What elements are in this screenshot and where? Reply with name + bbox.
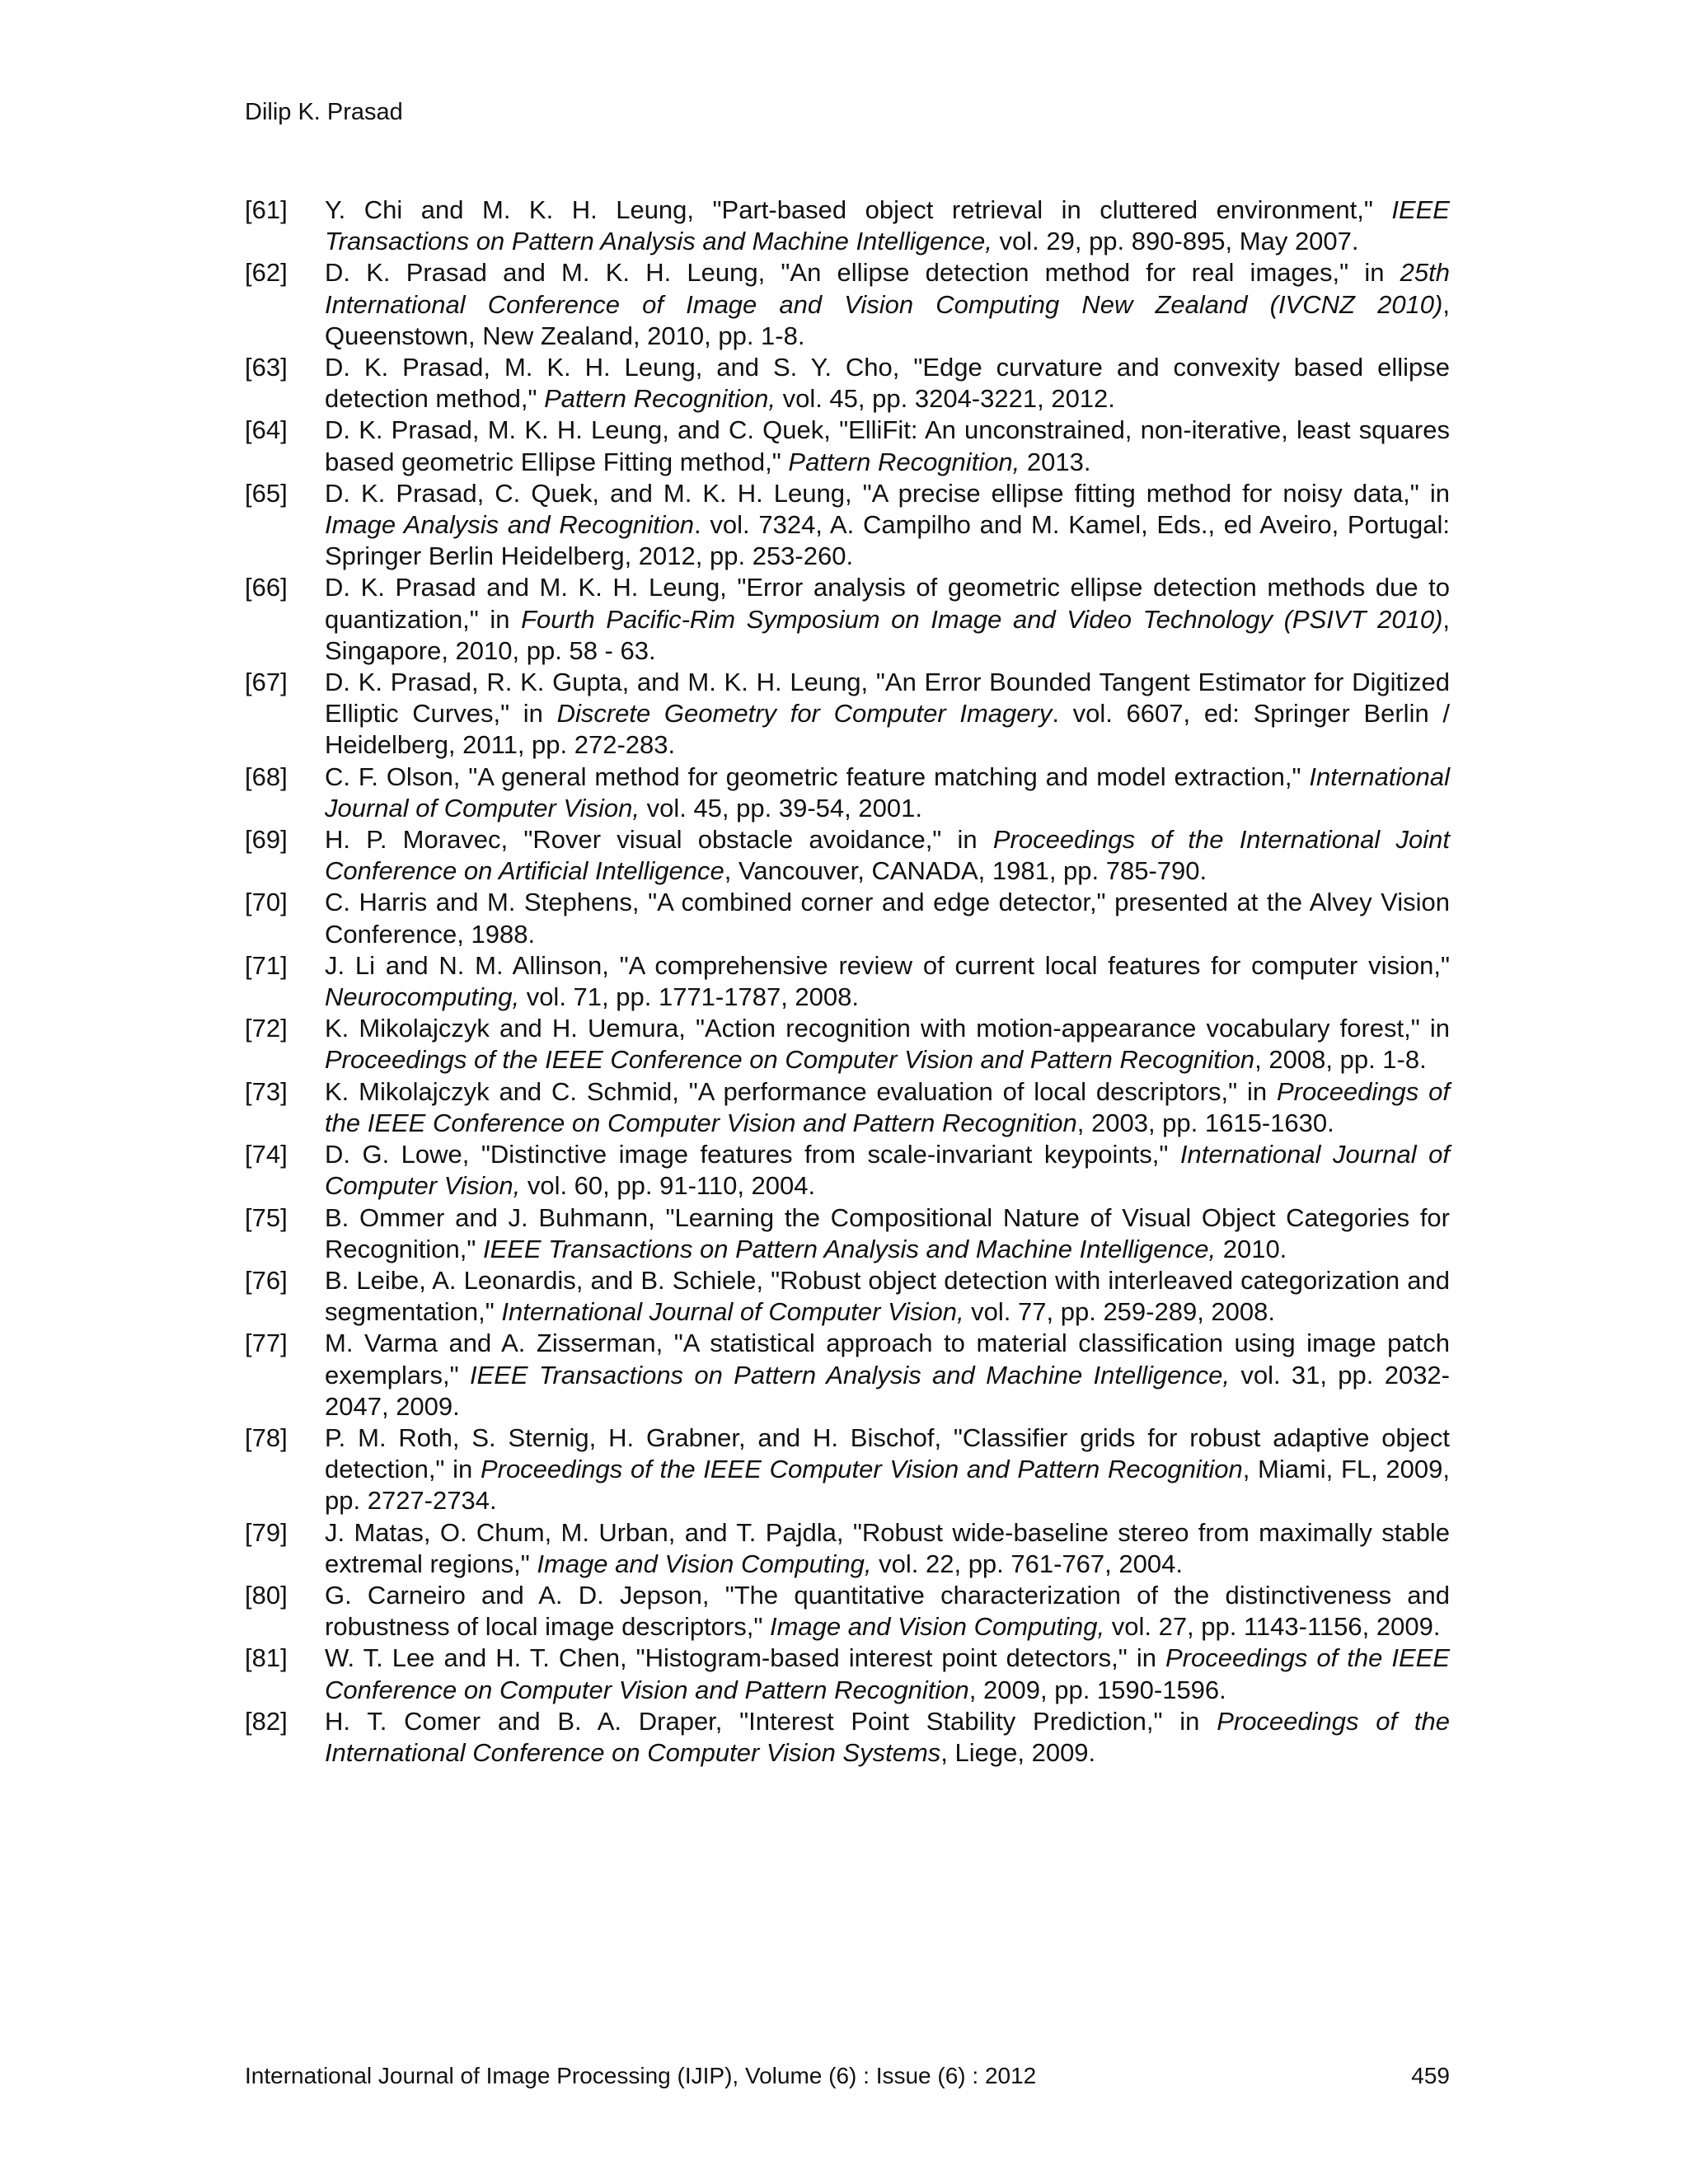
reference-entry — [245, 572, 1450, 667]
reference-text-run: vol. 60, pp. 91-110, 2004. — [520, 1171, 816, 1201]
reference-source-title: Discrete Geometry for Computer Imagery — [556, 699, 1053, 729]
reference-text — [325, 352, 1450, 415]
reference-text-run: vol. 71, pp. 1771-1787, 2008. — [519, 982, 860, 1012]
reference-text — [325, 572, 1450, 667]
reference-text — [325, 1139, 1450, 1202]
reference-text-run: J. Li and N. M. Allinson, "A comprehensive review of current local features for computer vision," — [325, 950, 1450, 980]
reference-entry — [245, 478, 1450, 573]
reference-text-run: vol. 45, pp. 39-54, 2001. — [639, 793, 922, 823]
reference-number: [70] — [245, 888, 288, 917]
reference-text-run: D. K. Prasad, M. K. H. Leung, and S. Y. Cho, "Edge curvature and convexity based ellipse detection method," — [325, 353, 1450, 414]
reference-text — [325, 1265, 1450, 1328]
reference-text — [325, 257, 1450, 352]
reference-text — [325, 824, 1450, 887]
reference-number: [66] — [245, 573, 288, 602]
reference-text-run: vol. 77, pp. 259-289, 2008. — [964, 1297, 1276, 1327]
reference-number: [64] — [245, 415, 288, 445]
reference-number: [75] — [245, 1202, 288, 1232]
reference-text-run: K. Mikolajczyk and H. Uemura, "Action recognition with motion-appearance vocabulary forest," in — [325, 1014, 1450, 1043]
reference-text — [325, 1580, 1450, 1643]
reference-entry — [245, 1706, 1450, 1769]
reference-text-run: B. Leibe, A. Leonardis, and B. Schiele, "Robust object detection with interleaved categorization and segmentation," — [325, 1265, 1450, 1327]
footer-journal-citation: International Journal of Image Processing (IJIP), Volume (6) : Issue (6) : 2012 — [245, 2063, 1037, 2088]
reference-text — [325, 194, 1450, 257]
reference-number: [73] — [245, 1076, 288, 1106]
reference-text-run: D. K. Prasad and M. K. H. Leung, "An ellipse detection method for real images," in — [325, 258, 1400, 288]
reference-text-run: , 2008, pp. 1-8. — [1254, 1045, 1427, 1075]
reference-text-run: vol. 22, pp. 761-767, 2004. — [871, 1549, 1183, 1578]
reference-text-run: M. Varma and A. Zisserman, "A statistical approach to material classification using image patch exemplars," — [325, 1329, 1450, 1390]
reference-entry — [245, 1422, 1450, 1517]
reference-text-run: J. Matas, O. Chum, M. Urban, and T. Pajdla, "Robust wide-baseline stereo from maximally stable extremal regions," — [325, 1517, 1450, 1578]
reference-text-run: P. M. Roth, S. Sternig, H. Grabner, and H. Bischof, "Classifier grids for robust adaptive object detection," in — [325, 1422, 1450, 1484]
reference-entry — [245, 1643, 1450, 1705]
reference-text-run: , Singapore, 2010, pp. 58 - 63. — [325, 604, 1451, 665]
reference-entry — [245, 1139, 1450, 1202]
reference-number: [71] — [245, 950, 288, 980]
reference-entry — [245, 257, 1450, 352]
reference-entry — [245, 762, 1450, 824]
reference-text — [325, 1202, 1450, 1265]
reference-text-run: , 2003, pp. 1615-1630. — [1076, 1108, 1334, 1137]
reference-text-run: B. Ommer and J. Buhmann, "Learning the Compositional Nature of Visual Object Categories for Recognition," — [325, 1202, 1450, 1263]
reference-text-run: , 2009, pp. 1590-1596. — [968, 1675, 1226, 1704]
reference-source-title: International Journal of Computer Vision, — [325, 762, 1450, 823]
reference-entry — [245, 1202, 1450, 1265]
reference-text-run: , Vancouver, CANADA, 1981, pp. 785-790. — [724, 856, 1207, 886]
reference-entry — [245, 1076, 1450, 1139]
reference-text-run: vol. 31, pp. 2032-2047, 2009. — [325, 1360, 1450, 1421]
reference-number: [72] — [245, 1014, 288, 1043]
reference-text — [325, 887, 1450, 949]
reference-text-run: C. F. Olson, "A general method for geometric feature matching and model extraction," — [325, 762, 1310, 791]
reference-text-run: K. Mikolajczyk and C. Schmid, "A performance evaluation of local descriptors," in — [325, 1076, 1277, 1106]
reference-text-run: vol. 45, pp. 3204-3221, 2012. — [775, 384, 1115, 414]
reference-text — [325, 1076, 1450, 1139]
reference-entry — [245, 194, 1450, 257]
reference-text — [325, 667, 1450, 762]
reference-entry — [245, 1517, 1450, 1580]
reference-text-run: D. K. Prasad, M. K. H. Leung, and C. Quek, "ElliFit: An unconstrained, non-iterative, least squares based geometric Ellipse Fitting method," — [325, 415, 1450, 476]
reference-text-run: , Queenstown, New Zealand, 2010, pp. 1-8. — [325, 289, 1450, 350]
reference-number: [67] — [245, 668, 288, 697]
reference-source-title: Image Analysis and Recognition — [325, 510, 695, 540]
reference-text-run: vol. 27, pp. 1143-1156, 2009. — [1104, 1612, 1441, 1642]
reference-source-title: Proceedings of the International Conference on Computer Vision Systems — [325, 1706, 1450, 1767]
reference-entry — [245, 950, 1450, 1013]
reference-text — [325, 762, 1450, 824]
reference-number: [82] — [245, 1706, 288, 1736]
reference-text-run: . vol. 7324, A. Campilho and M. Kamel, Eds., ed Aveiro, Portugal: Springer Berlin Heidelberg, 2012, pp. 253-260. — [325, 510, 1450, 571]
reference-text-run: H. T. Comer and B. A. Draper, "Interest Point Stability Prediction," in — [325, 1706, 1217, 1736]
reference-text — [325, 478, 1450, 573]
reference-text-run: . vol. 6607, ed: Springer Berlin / Heidelberg, 2011, pp. 272-283. — [325, 699, 1450, 760]
reference-text-run: D. K. Prasad, C. Quek, and M. K. H. Leung, "A precise ellipse fitting method for noisy data," in — [325, 478, 1450, 508]
reference-entry — [245, 415, 1450, 477]
reference-text — [325, 1422, 1450, 1517]
reference-source-title: Image and Vision Computing, — [769, 1612, 1105, 1642]
reference-number: [69] — [245, 825, 288, 855]
reference-text-run: Y. Chi and M. K. H. Leung, "Part-based object retrieval in cluttered environment," — [325, 195, 1392, 224]
reference-text — [325, 950, 1450, 1013]
reference-text — [325, 1013, 1450, 1076]
reference-source-title: IEEE Transactions on Pattern Analysis and Machine Intelligence, — [469, 1360, 1231, 1390]
reference-source-title: Proceedings of the IEEE Conference on Computer Vision and Pattern Recognition — [325, 1045, 1255, 1075]
reference-text-run: D. G. Lowe, "Distinctive image features from scale-invariant keypoints," — [325, 1140, 1180, 1169]
reference-number: [76] — [245, 1265, 288, 1295]
reference-source-title: 25th International Conference of Image and Vision Computing New Zealand (IVCNZ 2010) — [325, 258, 1450, 319]
reference-text-run: 2013. — [1020, 447, 1091, 476]
reference-source-title: International Journal of Computer Vision, — [501, 1297, 964, 1327]
reference-source-title: Proceedings of the IEEE Conference on Computer Vision and Pattern Recognition — [325, 1643, 1450, 1704]
reference-entry — [245, 667, 1450, 762]
reference-text-run: vol. 29, pp. 890-895, May 2007. — [992, 227, 1359, 256]
reference-source-title: Proceedings of the International Joint Conference on Artificial Intelligence — [325, 825, 1450, 886]
reference-source-title: Proceedings of the IEEE Conference on Computer Vision and Pattern Recognition — [325, 1076, 1450, 1137]
reference-entry — [245, 887, 1450, 949]
reference-number: [61] — [245, 195, 288, 224]
reference-entry — [245, 1265, 1450, 1328]
reference-text-run: H. P. Moravec, "Rover visual obstacle avoidance," in — [325, 825, 993, 855]
reference-text-run: , Miami, FL, 2009, pp. 2727-2734. — [325, 1455, 1451, 1516]
reference-number: [65] — [245, 478, 288, 508]
reference-number: [78] — [245, 1422, 288, 1452]
reference-source-title: IEEE Transactions on Pattern Analysis and Machine Intelligence, — [325, 195, 1450, 256]
reference-entry — [245, 1013, 1450, 1076]
reference-list — [245, 194, 1450, 1769]
reference-text-run: D. K. Prasad and M. K. H. Leung, "Error analysis of geometric ellipse detection methods due to quantization," in — [325, 573, 1450, 634]
reference-text-run: , Liege, 2009. — [940, 1737, 1096, 1767]
page-number: 459 — [1411, 2063, 1450, 2088]
reference-number: [74] — [245, 1140, 288, 1169]
reference-number: [68] — [245, 762, 288, 791]
reference-source-title: Pattern Recognition, — [544, 384, 776, 414]
reference-source-title: Fourth Pacific-Rim Symposium on Image and Video Technology (PSIVT 2010) — [521, 604, 1443, 634]
reference-entry — [245, 1328, 1450, 1422]
reference-text-run: D. K. Prasad, R. K. Gupta, and M. K. H. Leung, "An Error Bounded Tangent Estimator for Digitized Elliptic Curves," in — [325, 668, 1450, 729]
reference-text — [325, 1517, 1450, 1580]
reference-text — [325, 1328, 1450, 1422]
reference-entry — [245, 352, 1450, 415]
reference-source-title: IEEE Transactions on Pattern Analysis and Machine Intelligence, — [482, 1234, 1217, 1263]
reference-number: [81] — [245, 1643, 288, 1673]
reference-number: [80] — [245, 1580, 288, 1610]
reference-source-title: International Journal of Computer Vision, — [325, 1140, 1450, 1201]
running-head-author: Dilip K. Prasad — [245, 99, 403, 125]
reference-text-run: G. Carneiro and A. D. Jepson, "The quantitative characterization of the distinctiveness and robustness of local image descriptors," — [325, 1580, 1450, 1642]
reference-source-title: Neurocomputing, — [325, 982, 520, 1012]
reference-source-title: Pattern Recognition, — [788, 447, 1020, 476]
reference-text — [325, 1706, 1450, 1769]
reference-number: [62] — [245, 258, 288, 288]
reference-source-title: Proceedings of the IEEE Computer Vision and Pattern Recognition — [480, 1455, 1243, 1484]
reference-text-run: 2010. — [1216, 1234, 1287, 1263]
reference-text-run: W. T. Lee and H. T. Chen, "Histogram-based interest point detectors," in — [325, 1643, 1165, 1673]
reference-number: [77] — [245, 1329, 288, 1358]
reference-number: [63] — [245, 353, 288, 382]
reference-text — [325, 1643, 1450, 1705]
reference-number: [79] — [245, 1517, 288, 1547]
reference-entry — [245, 824, 1450, 887]
reference-source-title: Image and Vision Computing, — [537, 1549, 872, 1578]
reference-text — [325, 415, 1450, 477]
reference-text-run: C. Harris and M. Stephens, "A combined corner and edge detector," presented at the Alvey Vision Conference, 1988. — [325, 888, 1450, 949]
reference-entry — [245, 1580, 1450, 1643]
